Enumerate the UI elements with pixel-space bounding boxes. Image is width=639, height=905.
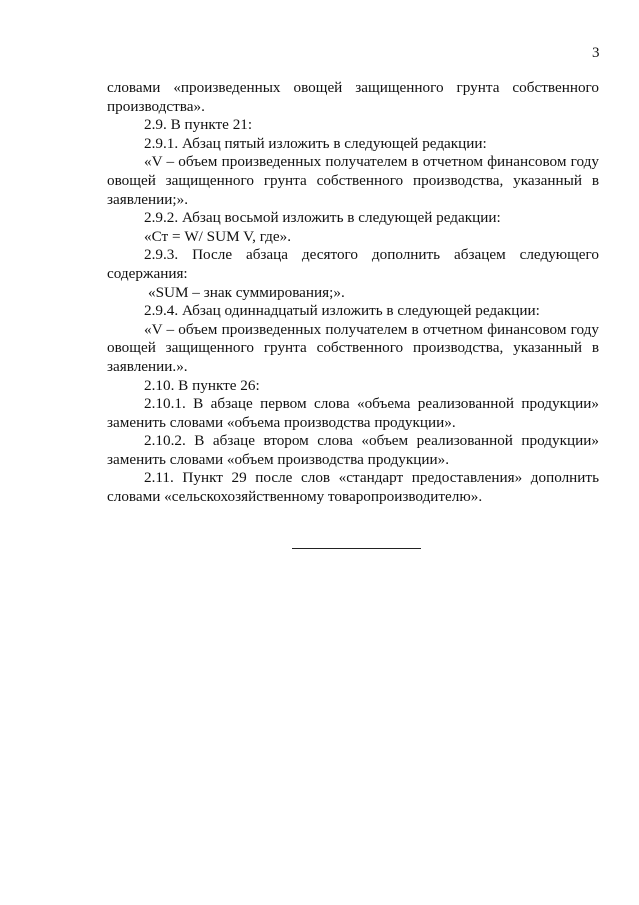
paragraph-sum-definition: «SUM – знак суммирования;». [148,283,345,301]
paragraph-2-11: 2.11. Пункт 29 после слов «стандарт предоставления» дополнить словами «сельскохозяйственному товаропроизводителю». [107,469,599,506]
paragraph-quote-v-definition: «V – объем произведенных получателем в отчетном финансовом году овощей защищенного грунта собственного производства, указанный в заявлении;». [107,153,599,208]
paragraph-2-9: 2.9. В пункте 21: [144,116,253,134]
paragraph-2-10: 2.10. В пункте 26: [144,376,260,394]
paragraph-2-9-2: 2.9.2. Абзац восьмой изложить в следующей редакции: [144,209,501,227]
end-divider-line [292,548,421,549]
paragraph-2-9-3: 2.9.3. После абзаца десятого дополнить абзацем следующего содержания: [107,246,599,282]
paragraph-2-9-1: 2.9.1. Абзац пятый изложить в следующей редакции: [144,134,487,152]
page-number: 3 [592,45,600,61]
paragraph-2-10-1: 2.10.1. В абзаце первом слова «объема реализованной продукции» заменить словами «объема производства продукции». [107,395,599,431]
paragraph-2-10-2: 2.10.2. В абзаце втором слова «объем реализованной продукции» заменить словами «объем производства продукции». [107,432,599,468]
paragraph-2-9-4: 2.9.4. Абзац одиннадцатый изложить в следующей редакции: [144,302,540,320]
document-body [107,79,599,507]
paragraph-formula: «Ст = W/ SUM V, где». [144,227,292,245]
paragraph-continuation: словами «произведенных овощей защищенного грунта собственного производства». [107,79,599,115]
paragraph-quote-v-definition-2: «V – объем произведенных получателем в отчетном финансовом году овощей защищенного грунта собственного производства, указанный в заявлении.». [107,320,599,375]
